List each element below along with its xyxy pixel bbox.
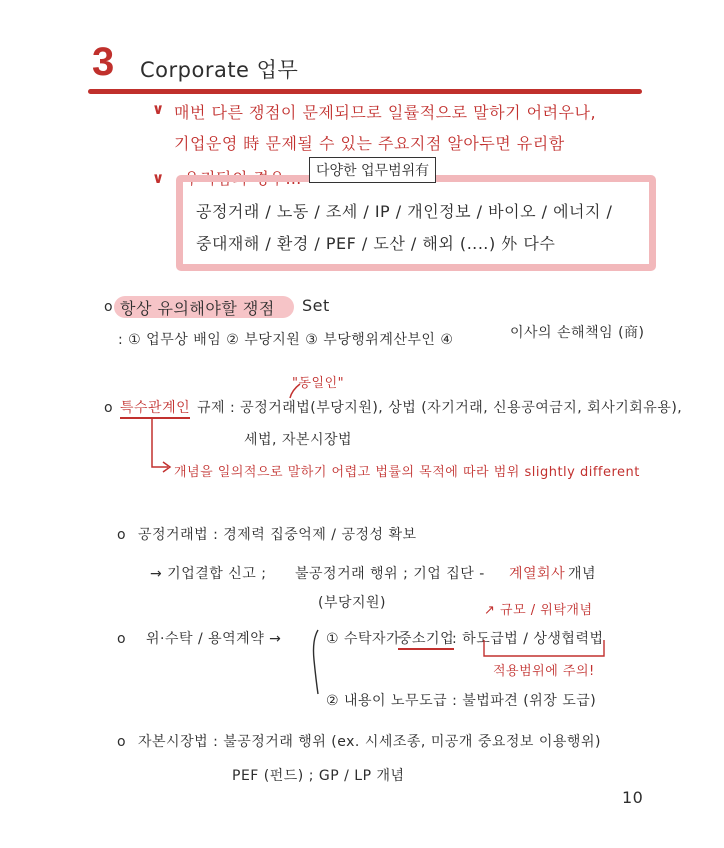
fair-trade-unfair-practice: 불공정거래 행위 ; 기업 집단 - (295, 566, 485, 582)
subcontract-case-1: ① 수탁자가 (326, 631, 401, 647)
section-number: 3 (92, 40, 115, 84)
subcontract-label: 위·수탁 / 용역계약 → (146, 631, 282, 647)
check-mark-icon: ∨ (152, 100, 165, 118)
section1-item-4: 이사의 손해책임 (商) (510, 325, 645, 341)
check-mark-icon: ∨ (152, 169, 165, 187)
subcontract-case-2: ② 내용이 노무도급 : 불법파견 (위장 도급) (326, 693, 597, 709)
section2-regulation-2: 세법, 자본시장법 (244, 432, 353, 448)
section2-regulation-1: 규제 : 공정거래법(부당지원), 상법 (자기거래, 신용공여금지, 회사기회유용), (197, 400, 683, 416)
affiliate-term: 계열회사 (509, 566, 566, 582)
sme-term: 중소기업 (398, 628, 454, 650)
bullet: o (117, 631, 126, 647)
annotation-scale: ↗ 규모 / 위탁개념 (484, 603, 593, 618)
section2-note: 개념을 일의적으로 말하기 어렵고 법률의 목적에 따라 범위 slightly different (174, 465, 640, 480)
subcontract-laws: : 하도급법 / 상생협력법 (452, 631, 604, 647)
section1-items: : ① 업무상 배임 ② 부당지원 ③ 부당행위계산부인 ④ (118, 332, 454, 348)
concept-label: 개념 (568, 566, 597, 582)
fair-trade-merger-filing: → 기업결합 신고 ; (150, 566, 267, 582)
box-label: 다양한 업무범위有 (309, 157, 436, 183)
bullet: o (117, 527, 126, 543)
intro-line-3: 우리팀의 경우… (184, 169, 302, 188)
section1-suffix: Set (302, 296, 330, 315)
special-relation-term: 특수관계인 (120, 397, 190, 419)
section-title: Corporate 업무 (140, 58, 299, 82)
bullet: o (104, 400, 113, 416)
intro-line-2: 기업운영 時 문제될 수 있는 주요지점 알아두면 유리함 (174, 134, 565, 153)
practice-areas-line-2: 중대재해 / 환경 / PEF / 도산 / 해외 (‥‥) 外 다수 (196, 234, 556, 253)
scope-caution-note: 적용범위에 주의! (493, 664, 595, 679)
page-number: 10 (622, 788, 644, 807)
practice-areas-line-1: 공정거래 / 노동 / 조세 / IP / 개인정보 / 바이오 / 에너지 / (196, 202, 613, 221)
unfair-support-note: (부당지원) (318, 595, 387, 611)
annotation-same-person: "동일인" (292, 376, 345, 391)
intro-line-1: 매번 다른 쟁점이 문제되므로 일률적으로 말하기 어려우나, (174, 103, 597, 122)
bullet: o (104, 299, 113, 315)
capital-markets-line: 자본시장법 : 불공정거래 행위 (ex. 시세조종, 미공개 중요정보 이용행위) (138, 734, 601, 750)
fair-trade-act-line: 공정거래법 : 경제력 집중억제 / 공정성 확보 (138, 527, 417, 543)
bullet: o (117, 734, 126, 750)
pef-line: PEF (펀드) ; GP / LP 개념 (232, 768, 405, 784)
section1-title: 항상 유의해야할 쟁점 (120, 299, 275, 318)
